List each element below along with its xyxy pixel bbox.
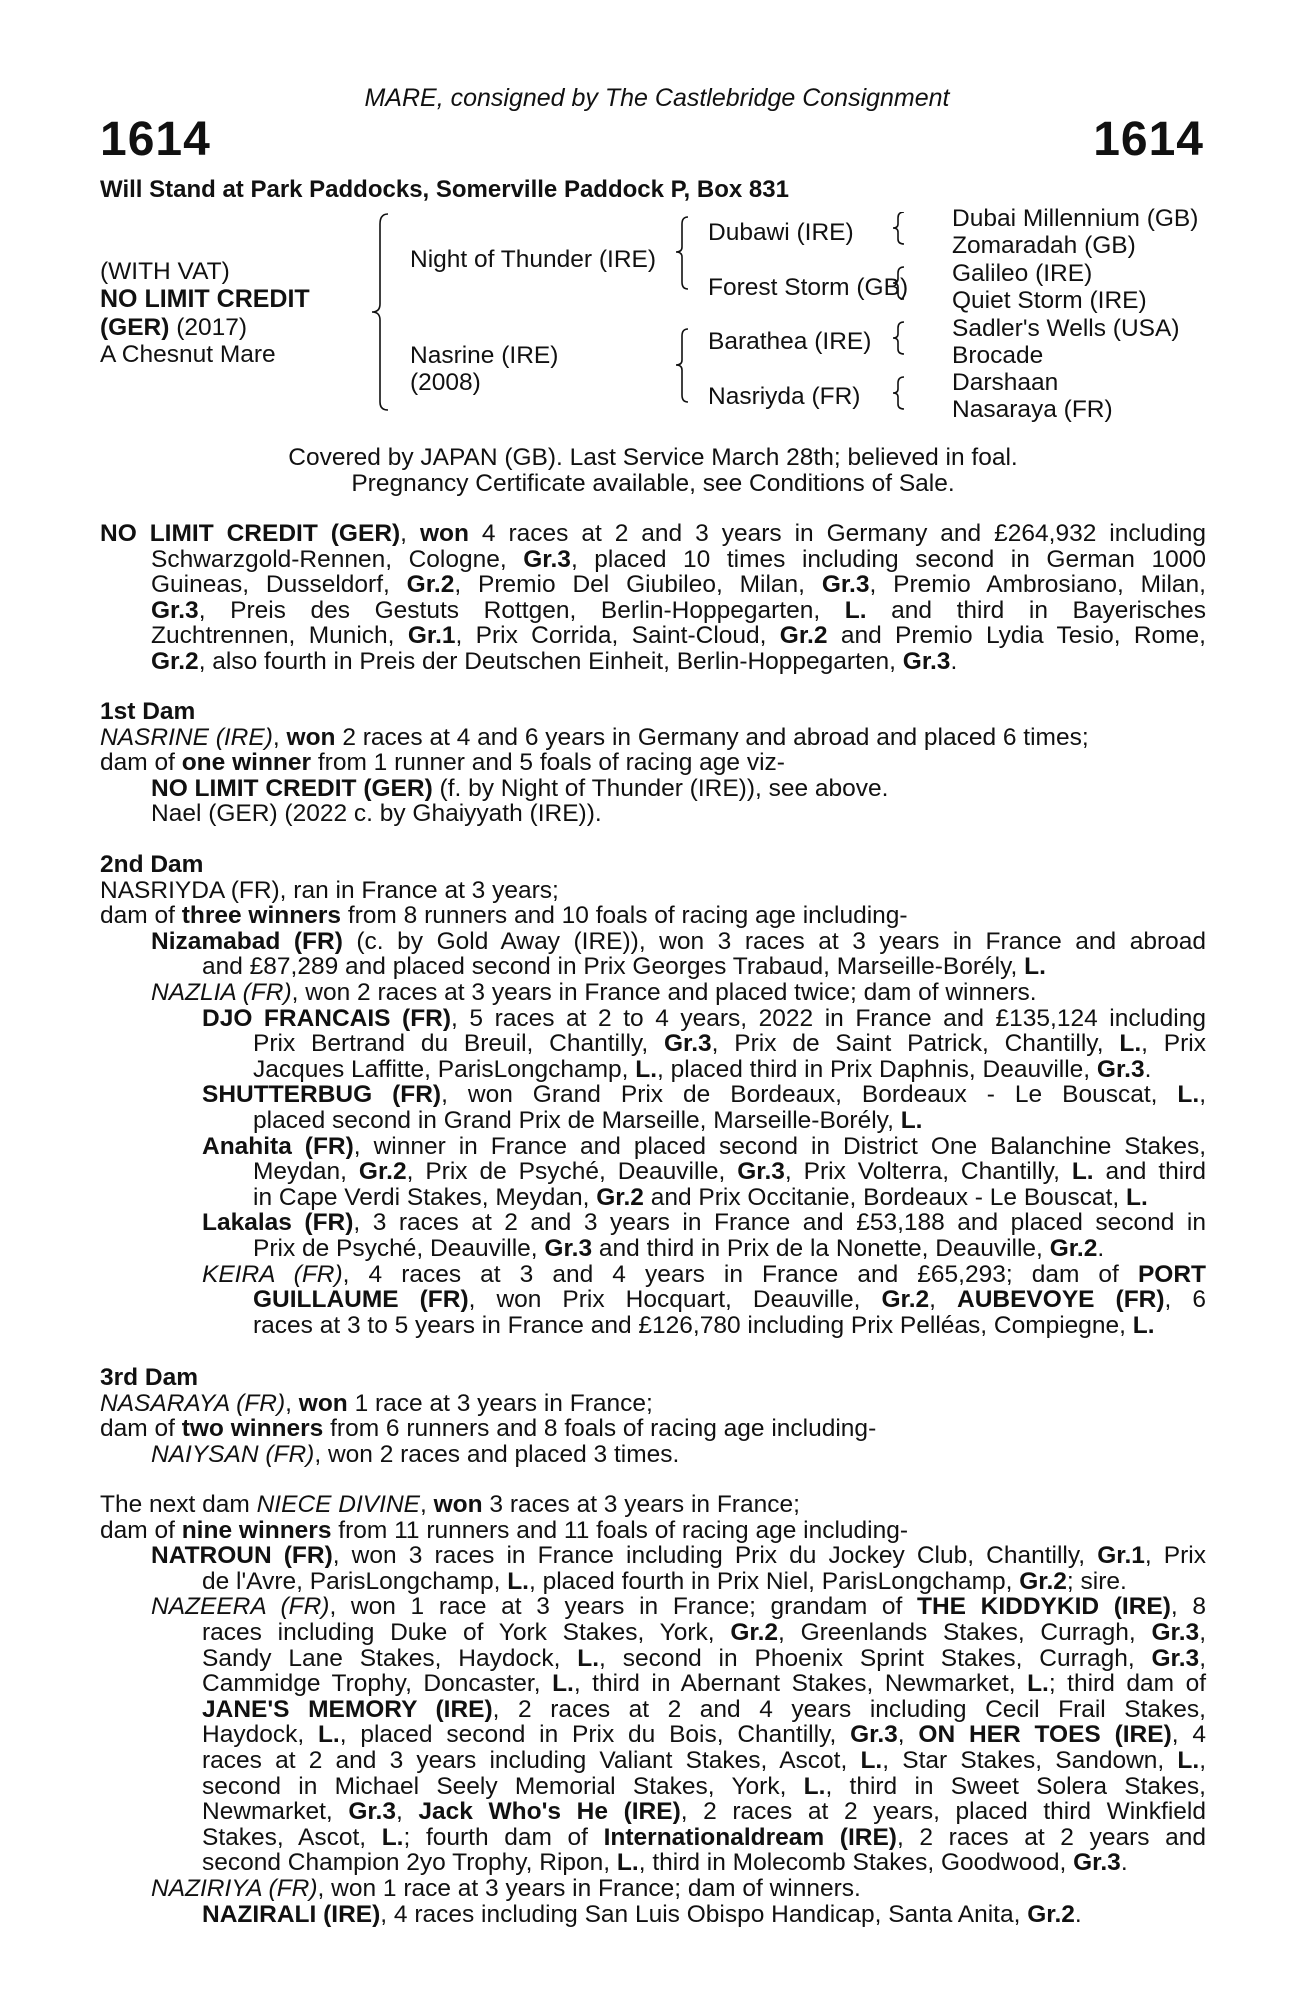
text: , Premio Ambrosiano, Milan, (869, 571, 1206, 599)
text: and third in Bayerisches (866, 596, 1206, 624)
text: dam of (100, 1415, 182, 1443)
brace-main (372, 214, 388, 410)
dam-line (100, 1876, 1206, 1902)
text: , (400, 520, 420, 547)
bold-text: L. (1132, 1311, 1155, 1339)
dam-line (100, 1799, 1206, 1825)
bold-text: won (419, 520, 469, 547)
text: , second in Phoenix Sprint Stakes, Curragh, (599, 1644, 1152, 1672)
dam-line (100, 1697, 1206, 1723)
text: races including Duke of York Stakes, York, (202, 1618, 731, 1646)
dam-line (100, 1620, 1206, 1646)
text: 3 races at 3 years in France; (482, 1491, 800, 1518)
text: , winner in France and placed second in District One Balanchine Stakes, (353, 1132, 1207, 1160)
bold-text: SHUTTERBUG (FR) (202, 1081, 442, 1109)
text: , won Grand Prix de Bordeaux, Bordeaux - Le Bouscat, (441, 1081, 1178, 1109)
horse-name: NO LIMIT CREDIT (100, 285, 310, 313)
text: , 3 races at 2 and 3 years in France and £53,188 and placed second in (353, 1209, 1206, 1237)
dam-line (100, 1391, 1206, 1417)
bold-text: L. (317, 1721, 340, 1749)
text: , third in Molecomb Stakes, Goodwood, (638, 1849, 1074, 1877)
text: , 4 races including San Luis Obispo Handicap, Santa Anita, (380, 1900, 1028, 1928)
dam-line (100, 1262, 1206, 1288)
pedigree-g6: Brocade (952, 342, 1044, 369)
covered-notice (100, 445, 1206, 496)
text: from 11 runners and 11 foals of racing age including- (331, 1516, 909, 1544)
bold-text: Gr.2 (358, 1158, 407, 1186)
bold-text: Gr.3 (1096, 1055, 1145, 1083)
second-dam-heading: 2nd Dam (100, 851, 204, 878)
dam-line (100, 1442, 1206, 1468)
bold-text: L. (552, 1670, 574, 1698)
text: de l'Avre, ParisLongchamp, (202, 1567, 508, 1595)
dam-line (100, 1569, 1206, 1595)
pedigree-dam-year: (2008) (410, 369, 481, 396)
bold-text: Gr.3 (737, 1158, 785, 1186)
text: ; sire. (1066, 1567, 1127, 1595)
bold-text: Jack Who's He (IRE) (418, 1798, 681, 1826)
dam-line (100, 750, 1206, 776)
text: , placed fourth in Prix Niel, ParisLongchamp, (528, 1567, 1020, 1595)
bold-text: NO LIMIT CREDIT (GER) (100, 520, 401, 547)
text: , (419, 1491, 434, 1518)
dam-line (100, 1543, 1206, 1569)
text: and Prix Occitanie, Bordeaux - Le Bouscat, (643, 1183, 1126, 1211)
text: , Prix de Psyché, Deauville, (406, 1158, 738, 1186)
bold-text: L. (900, 1106, 923, 1134)
bold-text: Gr.2 (406, 571, 455, 599)
bold-text: Gr.3 (902, 647, 951, 675)
brace-dam (676, 329, 688, 402)
text: , won Prix Hocquart, Deauville, (468, 1286, 882, 1314)
bold-text: Gr.2 (730, 1618, 779, 1646)
text: and £87,289 and placed second in Prix Georges Trabaud, Marseille-Borély, (202, 953, 1025, 981)
text: , placed second in Prix du Bois, Chantilly, (339, 1721, 851, 1749)
text: , (897, 1721, 919, 1749)
bold-text: Anahita (FR) (202, 1132, 354, 1160)
horse-description: A Chesnut Mare (100, 341, 276, 368)
text: dam of (100, 749, 182, 777)
dam-line (100, 776, 1206, 802)
bold-text: L. (1024, 953, 1046, 981)
pedigree-sire-sire: Dubawi (IRE) (708, 219, 854, 246)
text: 2 races at 4 and 6 years in Germany and abroad and placed 6 times; (335, 723, 1089, 751)
pedigree-g8: Nasaraya (FR) (952, 396, 1113, 423)
bold-text: nine winners (181, 1516, 332, 1544)
text: in Cape Verdi Stakes, Meydan, (253, 1183, 597, 1211)
text: , 5 races at 2 to 4 years, 2022 in France and £135,124 including (451, 1004, 1207, 1032)
text: , (1199, 1618, 1206, 1646)
lot-number-right: 1614 (1093, 113, 1204, 166)
bold-text: L. (803, 1772, 826, 1800)
bold-text: L. (507, 1567, 529, 1595)
bold-text: L. (381, 1823, 404, 1851)
bold-text: Gr.3 (523, 545, 571, 573)
text: from 8 runners and 10 foals of racing age including- (341, 902, 908, 930)
dam-line (100, 1518, 1206, 1544)
text: , placed 10 times including second in German 1000 (570, 545, 1206, 573)
pedigree-g1: Dubai Millennium (GB) (952, 205, 1199, 232)
bold-text: DJO FRANCAIS (FR) (202, 1004, 452, 1032)
italic-text: NAZIRIYA (FR) (151, 1874, 318, 1902)
pedigree-dam-sire: Barathea (IRE) (708, 328, 872, 355)
text: , 8 (1170, 1593, 1207, 1621)
first-dam-heading: 1st Dam (100, 698, 196, 725)
dam-line (100, 725, 1206, 751)
dam-line (100, 1031, 1206, 1057)
dam-line (100, 1594, 1206, 1620)
dam-line (100, 980, 1206, 1006)
brace-g4 (893, 377, 904, 409)
dam-line (100, 929, 1206, 955)
bold-text: L. (1119, 1030, 1142, 1058)
dam-line (100, 1748, 1206, 1774)
text: , also fourth in Preis der Deutschen Einheit, Berlin-Hoppegarten, (198, 647, 903, 675)
text: Meydan, (253, 1158, 359, 1186)
text: dam of (100, 1516, 182, 1544)
dam-line (100, 878, 1206, 904)
text: , won 3 races in France including Prix du Jockey Club, Chantilly, (332, 1542, 1098, 1570)
record-line (100, 598, 1206, 624)
bold-text: L. (1071, 1158, 1094, 1186)
italic-text: NAIYSAN (FR) (151, 1440, 315, 1468)
bold-text: L. (844, 596, 867, 624)
text: from 1 runner and 5 foals of racing age viz- (311, 749, 785, 777)
text: races at 2 and 3 years including Valiant Stakes, Ascot, (202, 1746, 861, 1774)
record-line (100, 521, 1206, 547)
bold-text: L. (1177, 1081, 1200, 1109)
dam-line (100, 1236, 1206, 1262)
dam-line (100, 801, 1206, 827)
text: , (1199, 1081, 1206, 1109)
bold-text: Gr.3 (1073, 1849, 1121, 1877)
text: Jacques Laffitte, ParisLongchamp, (253, 1055, 636, 1083)
covered-line-1: Covered by JAPAN (GB). Last Service March 28th; believed in foal. (288, 444, 1018, 471)
text: from 6 runners and 8 foals of racing age including- (323, 1415, 877, 1443)
bold-text: THE KIDDYKID (IRE) (917, 1593, 1171, 1621)
dam-line (100, 1646, 1206, 1672)
dam-line (100, 1774, 1206, 1800)
text: , (1199, 1644, 1206, 1672)
race-record (100, 521, 1206, 675)
text: , Premio Del Giubileo, Milan, (454, 571, 822, 599)
text: Nael (GER) (2022 c. by Ghaiyyath (IRE)). (151, 800, 602, 828)
third-dam-section (100, 1365, 1206, 1467)
bold-text: three winners (181, 902, 342, 930)
text: , 4 races at 3 and 4 years in France and £65,293; dam of (342, 1260, 1138, 1288)
text: , Star Stakes, Sandown, (882, 1746, 1178, 1774)
text: Zuchtrennen, Munich, (151, 622, 408, 650)
text: Sandy Lane Stakes, Haydock, (202, 1644, 578, 1672)
dam-line (100, 1134, 1206, 1160)
dam-line (100, 1082, 1206, 1108)
horse-name-suffix: (GER) (2017) (100, 314, 248, 341)
text: . (950, 647, 958, 675)
text: , Preis des Gestuts Rottgen, Berlin-Hoppegarten, (198, 596, 845, 624)
bold-text: ON HER TOES (IRE) (918, 1721, 1172, 1749)
dam-line (100, 1671, 1206, 1697)
bold-text: Gr.2 (151, 647, 199, 675)
text: Haydock, (202, 1721, 318, 1749)
text: , Prix de Saint Patrick, Chantilly, (711, 1030, 1120, 1058)
second-dam-section (100, 852, 1206, 1338)
bold-text: Gr.3 (663, 1030, 712, 1058)
dam-line (100, 1057, 1206, 1083)
dam-line (100, 1850, 1206, 1876)
bold-text: Gr.3 (151, 596, 199, 624)
text: Prix de Psyché, Deauville, (253, 1234, 545, 1262)
text: , won 1 race at 3 years in France; dam of winners. (317, 1874, 861, 1902)
dam-line (100, 1722, 1206, 1748)
brace-g3 (893, 322, 904, 354)
pedigree-dam: Nasrine (IRE) (410, 342, 559, 369)
bold-text: NO LIMIT CREDIT (GER) (151, 774, 433, 802)
first-dam-section (100, 699, 1206, 827)
dam-line (100, 903, 1206, 929)
dam-line (100, 1825, 1206, 1851)
pedigree-sire: Night of Thunder (IRE) (410, 246, 657, 273)
text: (f. by Night of Thunder (IRE)), see above. (432, 774, 889, 802)
lot-number-left: 1614 (100, 113, 211, 166)
text: placed second in Grand Prix de Marseille, Marseille-Borély, (253, 1106, 901, 1134)
pedigree-g3: Galileo (IRE) (952, 260, 1093, 287)
text: Stakes, Ascot, (202, 1823, 382, 1851)
text: 1 race at 3 years in France; (347, 1389, 653, 1417)
bold-text: won (298, 1389, 348, 1417)
text: . (1120, 1849, 1128, 1877)
text: . (1097, 1234, 1105, 1262)
italic-text: NASARAYA (FR) (100, 1389, 286, 1417)
next-dam-section (100, 1492, 1206, 1927)
bold-text: Gr.2 (1019, 1567, 1067, 1595)
text: Schwarzgold-Rennen, Cologne, (151, 545, 524, 573)
bold-text: Gr.1 (407, 622, 456, 650)
bold-text: L. (616, 1849, 639, 1877)
third-dam-heading: 3rd Dam (100, 1364, 199, 1391)
text: , Prix (1144, 1542, 1206, 1570)
text: , (396, 1798, 419, 1826)
italic-text: KEIRA (FR) (202, 1260, 343, 1288)
record-line (100, 649, 1206, 675)
text: , (272, 723, 287, 751)
text: , 2 races at 2 years, placed third Winkfield (680, 1798, 1206, 1826)
text: , Prix (1141, 1030, 1206, 1058)
dam-line (100, 1159, 1206, 1185)
covered-line-2: Pregnancy Certificate available, see Conditions of Sale. (351, 469, 955, 497)
text: , 6 (1164, 1286, 1206, 1314)
bold-text: L. (635, 1055, 658, 1083)
bold-text: Gr.3 (1151, 1644, 1200, 1672)
bold-text: Gr.3 (1151, 1618, 1200, 1646)
record-line (100, 547, 1206, 573)
record-line (100, 572, 1206, 598)
bold-text: Gr.1 (1097, 1542, 1145, 1570)
bold-text: one winner (181, 749, 312, 777)
bold-text: Gr.3 (544, 1234, 593, 1262)
dam-line (100, 954, 1206, 980)
pedigree-g5: Sadler's Wells (USA) (952, 315, 1180, 342)
dam-line (100, 1108, 1206, 1134)
text: ; third dam of (1048, 1670, 1206, 1698)
text: , Greenlands Stakes, Curragh, (778, 1618, 1152, 1646)
dam-line (100, 1185, 1206, 1211)
bold-text: L. (577, 1644, 600, 1672)
bold-text: GUILLAUME (FR) (253, 1286, 469, 1314)
text: Guineas, Dusseldorf, (151, 571, 407, 599)
dam-line (100, 1006, 1206, 1032)
text: , won 2 races and placed 3 times. (314, 1440, 680, 1468)
bold-text: Nizamabad (FR) (151, 927, 343, 955)
italic-text: NAZEERA (FR) (151, 1593, 330, 1621)
bold-text: Gr.3 (850, 1721, 898, 1749)
text: , 2 races at 2 years and (896, 1823, 1206, 1851)
text: second Champion 2yo Trophy, Ripon, (202, 1849, 617, 1877)
text: , won 1 race at 3 years in France; grandam of (329, 1593, 917, 1621)
bold-text: NATROUN (FR) (151, 1542, 333, 1570)
text: dam of (100, 902, 182, 930)
text: , 4 (1171, 1721, 1206, 1749)
bold-text: won (286, 723, 336, 751)
dam-line (100, 1902, 1206, 1928)
text: , third in Abernant Stakes, Newmarket, (573, 1670, 1028, 1698)
text: ; fourth dam of (403, 1823, 604, 1851)
text: , 2 races at 2 and 4 years including Cecil Frail Stakes, (492, 1695, 1206, 1723)
dam-line (100, 1287, 1206, 1313)
text: (c. by Gold Away (IRE)), won 3 races at 3 years in France and abroad (342, 927, 1206, 955)
italic-text: NAZLIA (FR) (151, 978, 292, 1006)
text: , won 2 races at 3 years in France and placed twice; dam of winners. (291, 978, 1037, 1006)
stand-location: Will Stand at Park Paddocks, Somerville Paddock P, Box 831 (100, 176, 789, 203)
brace-g1 (893, 212, 904, 244)
bold-text: two winners (181, 1415, 324, 1443)
text: The next dam (100, 1491, 257, 1518)
text: Newmarket, (202, 1798, 349, 1826)
bold-text: Gr.2 (779, 622, 828, 650)
dam-line (100, 1416, 1206, 1442)
italic-text: NASRINE (IRE) (100, 723, 273, 751)
text: and third in Prix de la Nonette, Deauville, (592, 1234, 1050, 1262)
text: , placed third in Prix Daphnis, Deauville, (657, 1055, 1097, 1083)
bold-text: Gr.2 (596, 1183, 644, 1211)
bold-text: L. (1027, 1670, 1049, 1698)
bold-text: Internationaldream (IRE) (603, 1823, 897, 1851)
dam-line (100, 1210, 1206, 1236)
text: , (285, 1389, 299, 1417)
consignment-line: MARE, consigned by The Castlebridge Consignment (364, 84, 950, 112)
vat-note: (WITH VAT) (100, 258, 230, 285)
text: 4 races at 2 and 3 years in Germany and £264,932 including (468, 520, 1206, 547)
text: NASRIYDA (FR), ran in France at 3 years; (100, 876, 559, 904)
record-line (100, 623, 1206, 649)
text: , (1199, 1746, 1206, 1774)
pedigree-sire-dam: Forest Storm (GB) (708, 274, 909, 301)
pedigree-dam-dam: Nasriyda (FR) (708, 383, 861, 410)
text: second in Michael Seely Memorial Stakes, York, (202, 1772, 804, 1800)
text: , Prix Corrida, Saint-Cloud, (455, 622, 780, 650)
text: . (1074, 1900, 1082, 1928)
bold-text: won (433, 1491, 483, 1518)
text: , (929, 1286, 958, 1314)
text: . (1144, 1055, 1152, 1083)
bold-text: Gr.2 (881, 1286, 930, 1314)
bold-text: Gr.3 (348, 1798, 396, 1826)
text: , third in Sweet Solera Stakes, (825, 1772, 1206, 1800)
bold-text: Gr.2 (1049, 1234, 1098, 1262)
text: Cammidge Trophy, Doncaster, (202, 1670, 553, 1698)
text: races at 3 to 5 years in France and £126,780 including Prix Pelléas, Compiegne, (253, 1311, 1133, 1339)
bold-text: Gr.3 (821, 571, 870, 599)
brace-sire (676, 217, 688, 289)
bold-text: Lakalas (FR) (202, 1209, 354, 1237)
bold-text: NAZIRALI (IRE) (202, 1900, 381, 1928)
bold-text: L. (860, 1746, 883, 1774)
text: Prix Bertrand du Breuil, Chantilly, (253, 1030, 664, 1058)
bold-text: PORT (1137, 1260, 1206, 1288)
text: , Prix Volterra, Chantilly, (784, 1158, 1072, 1186)
bold-text: L. (1177, 1746, 1200, 1774)
text: and Premio Lydia Tesio, Rome, (827, 622, 1206, 650)
pedigree-g2: Zomaradah (GB) (952, 232, 1136, 259)
bold-text: JANE'S MEMORY (IRE) (202, 1695, 493, 1723)
pedigree-g7: Darshaan (952, 369, 1059, 396)
text: and third (1093, 1158, 1206, 1186)
bold-text: Gr.2 (1027, 1900, 1075, 1928)
dam-line (100, 1492, 1206, 1518)
bold-text: AUBEVOYE (FR) (957, 1286, 1165, 1314)
pedigree-g4: Quiet Storm (IRE) (952, 287, 1147, 314)
bold-text: L. (1125, 1183, 1148, 1211)
dam-line (100, 1313, 1206, 1339)
italic-text: NIECE DIVINE (256, 1491, 420, 1518)
